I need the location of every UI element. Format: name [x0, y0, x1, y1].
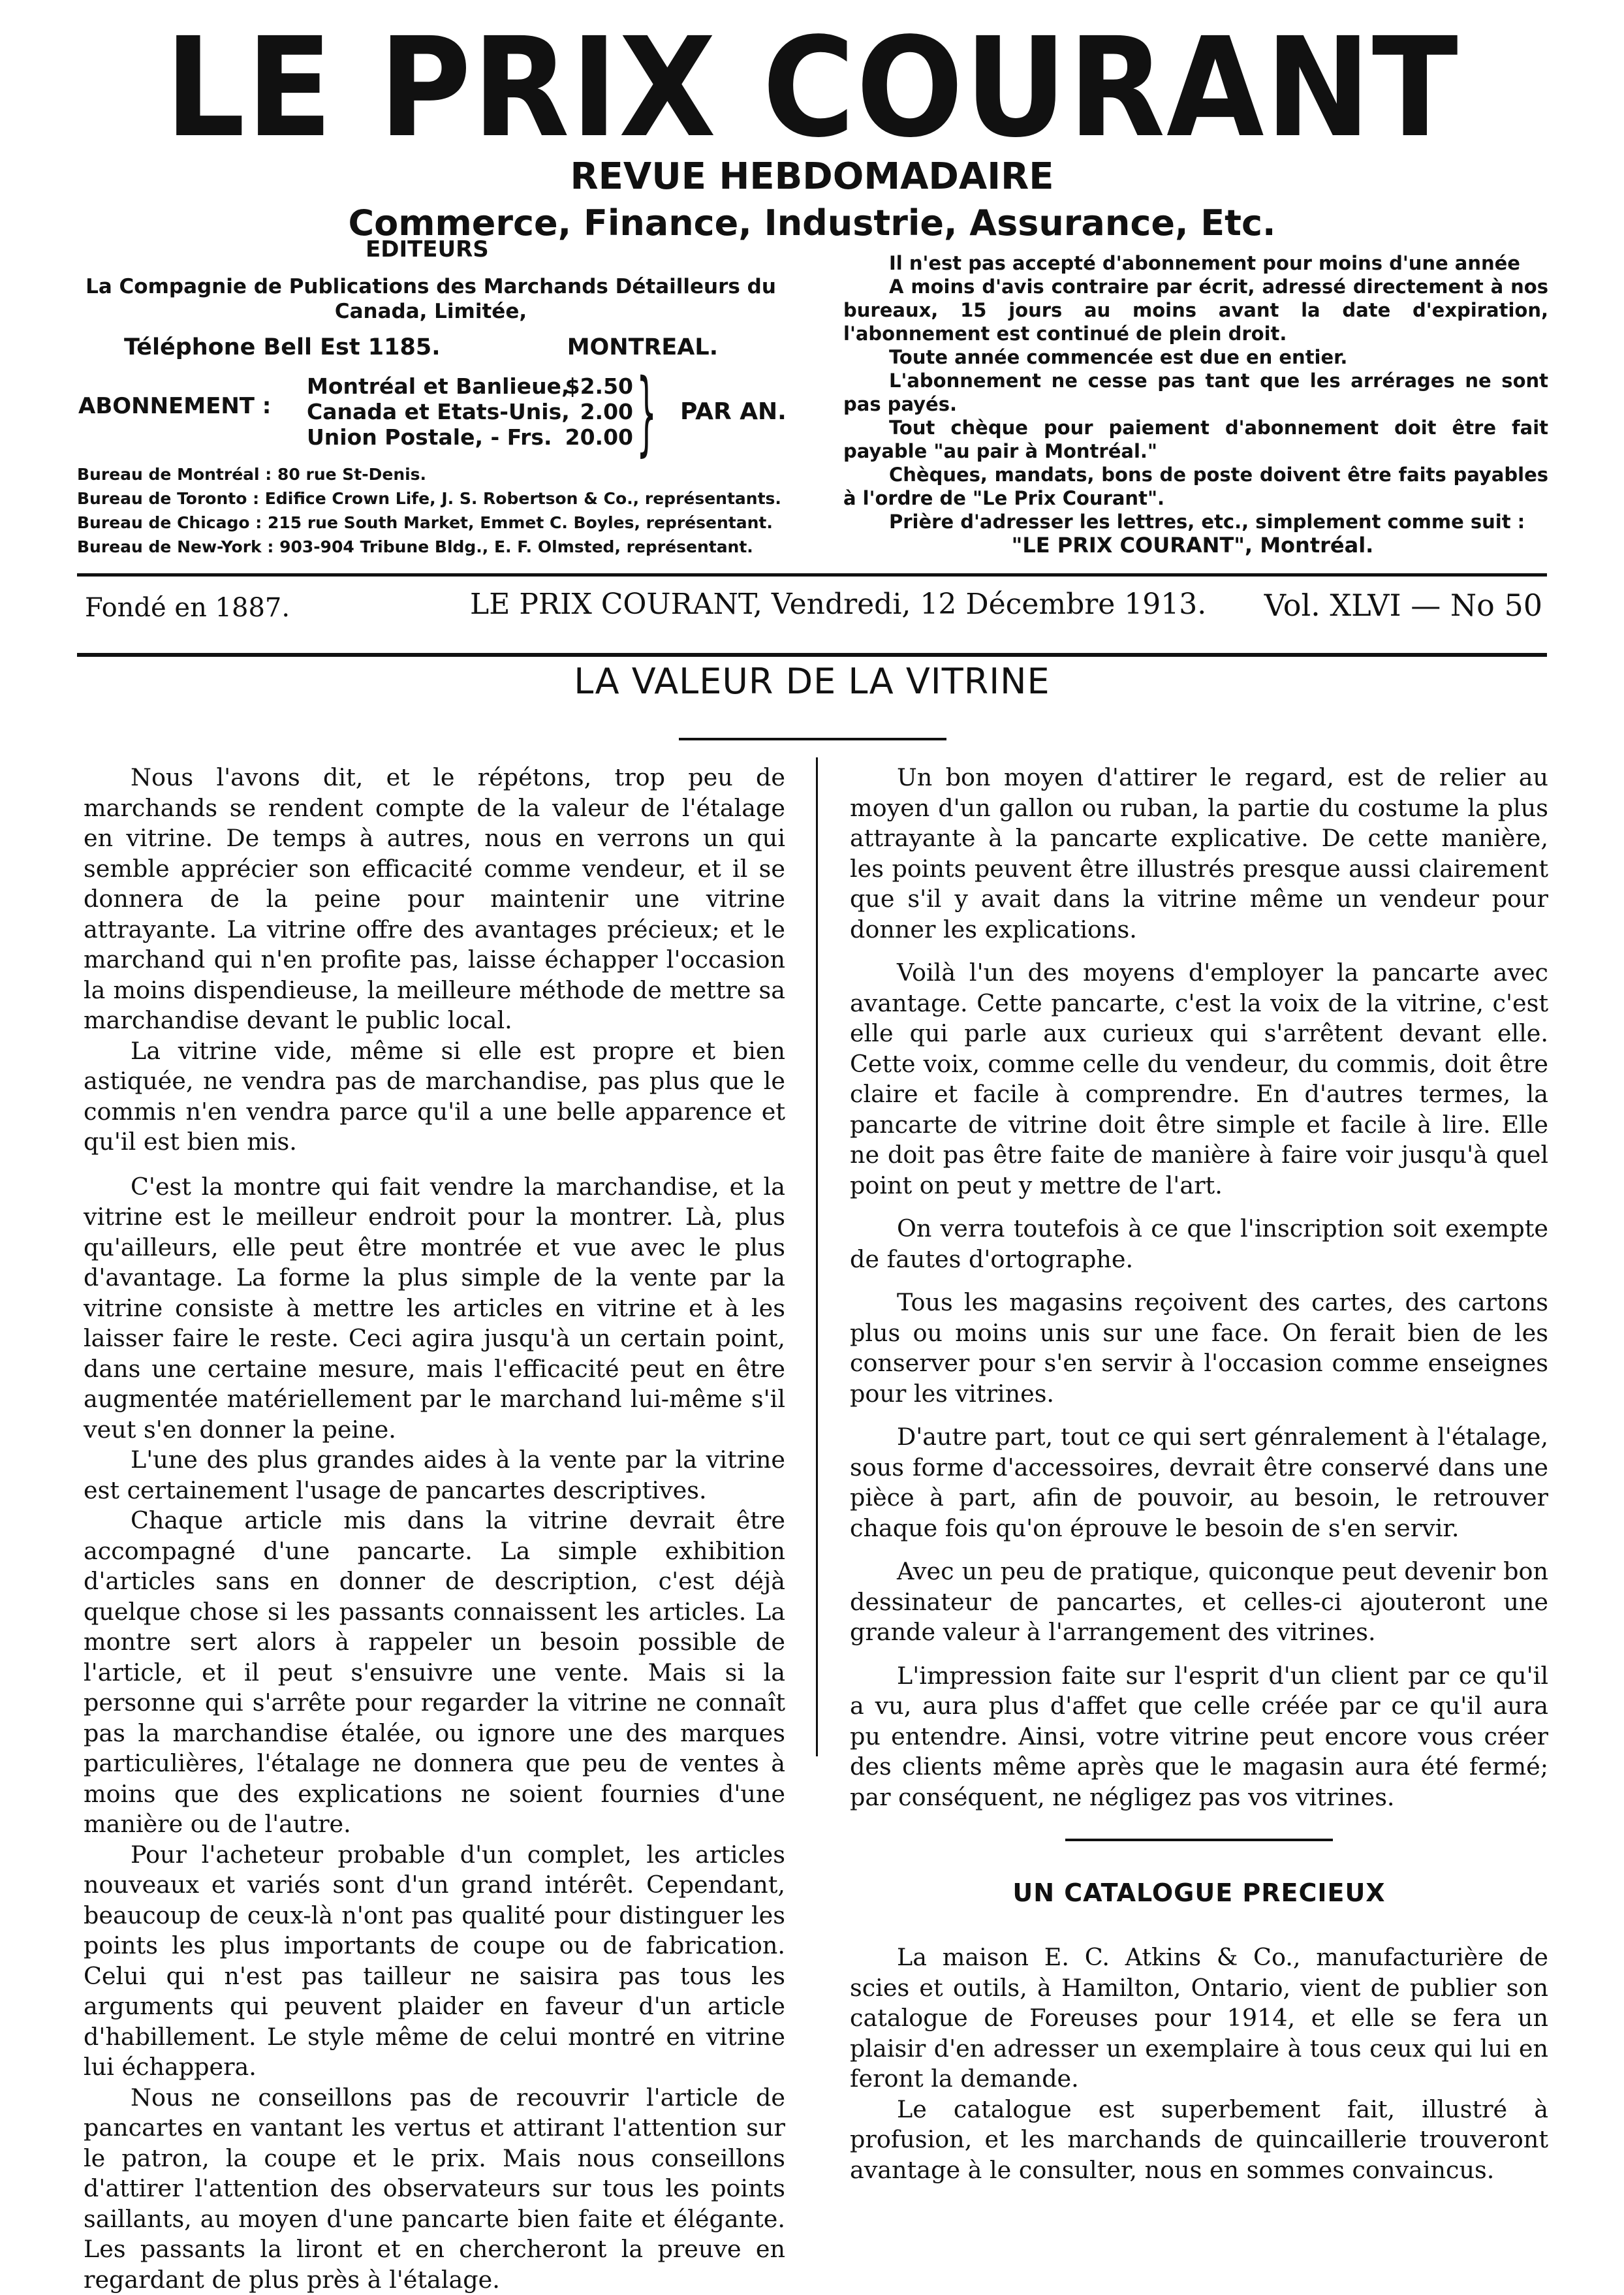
article-paragraph: La vitrine vide, même si elle est propre et bien astiquée, ne vendra pas de marchandise, pas plus que le commis n'en vendra parce qu'il a une belle apparence et qu'il est bien mis. — [84, 1036, 785, 1158]
bureau-item: Bureau de Montréal : 80 rue St-Denis. — [77, 462, 795, 486]
publisher-company: La Compagnie de Publications des Marchands Détailleurs du Canada, Limitée, — [78, 274, 783, 324]
subscription-period: PAR AN. — [680, 398, 787, 425]
column-divider — [816, 757, 818, 1756]
bureau-item: Bureau de Chicago : 215 rue South Market, Emmet C. Boyles, représentant. — [77, 511, 795, 535]
rate-price: $2.50 — [565, 373, 633, 399]
masthead-subtitle: REVUE HEBDOMADAIRE — [0, 155, 1624, 198]
article-paragraph: On verra toutefois à ce que l'inscription soit exempte de fautes d'ortographe. — [850, 1214, 1548, 1274]
publisher-contact — [46, 334, 718, 360]
notice-address: "LE PRIX COURANT", Montréal. — [843, 533, 1542, 557]
notice-item: Il n'est pas accepté d'abonnement pour moins d'une année — [843, 251, 1548, 275]
founded-date: Fondé en 1887. — [85, 593, 290, 623]
rate-price: 2.00 — [580, 399, 633, 424]
subscription-rates — [307, 373, 633, 450]
article-paragraph: L'une des plus grandes aides à la vente par la vitrine est certainement l'usage de pancartes descriptives. — [84, 1445, 785, 1506]
rate-row — [307, 424, 633, 450]
article-paragraph: Un bon moyen d'attirer le regard, est de relier au moyen d'un gallon ou ruban, la partie du costume la plus attrayante à la pancarte explicative. De cette manière, les points peuvent être illustrés presque aussi clairement que s'il y avait dans la vitrine même un vendeur pour donner les explications. — [850, 763, 1548, 945]
rate-region: Union Postale, - Frs. — [307, 424, 552, 450]
article-title: LA VALEUR DE LA VITRINE — [0, 661, 1624, 702]
rate-region: Montréal et Banlieue, — [307, 373, 569, 399]
rates-brace: } — [636, 371, 657, 456]
notice-item: Tout chèque pour paiement d'abonnement doit être fait payable "au pair à Montréal." — [843, 416, 1548, 463]
rate-row — [307, 399, 633, 424]
article-paragraph: Pour l'acheteur probable d'un complet, les articles nouveaux et variés sont d'un grand intérêt. Cependant, beaucoup de ceux-là n'ont pas qualité pour distinguer les points les plus importants de coupe ou de fabrication. Celui qui n'est pas tailleur ne saisira pas tous les arguments qui peuvent plaider en faveur d'un article d'habillement. Le style même de celui montré en vitrine lui échappera. — [84, 1840, 785, 2083]
article-left-column — [84, 763, 785, 2295]
masthead-tagline: Commerce, Finance, Industrie, Assurance, Etc. — [0, 202, 1624, 244]
bureau-list — [77, 462, 795, 559]
dateline-rule — [77, 653, 1547, 657]
subscription-label: ABONNEMENT : — [78, 393, 271, 419]
notice-item: Toute année commencée est due en entier. — [843, 345, 1548, 369]
catalog-paragraph: La maison E. C. Atkins & Co., manufacturière de scies et outils, à Hamilton, Ontario, vient de publier son catalogue de Foreuses pour 1914, et elle se fera un plaisir d'en adresser un exemplaire à tous ceux qui lui en feront la demande. — [850, 1942, 1548, 2095]
article-right-column — [850, 763, 1548, 1812]
article-paragraph: Nous l'avons dit, et le répétons, trop peu de marchands se rendent compte de la valeur de l'étalage en vitrine. De temps à autres, nous en verrons un qui semble apprécier son efficacité comme vendeur, et il se donnera de la peine pour maintenir une vitrine attrayante. La vitrine offre des avantages précieux; et le marchand qui n'en profite pas, laisse échapper l'occasion la moins dispendieuse, la meilleure méthode de mettre sa marchandise devant le public local. — [84, 763, 785, 1036]
notice-item: A moins d'avis contraire par écrit, adressé directement à nos bureaux, 15 jours au moins avant la date d'expiration, l'abonnement est continué de plein droit. — [843, 275, 1548, 345]
title-underline — [679, 738, 946, 740]
section-rule — [1065, 1839, 1333, 1841]
notice-item: L'abonnement ne cesse pas tant que les arrérages ne sont pas payés. — [843, 369, 1548, 416]
bureau-item: Bureau de Toronto : Edifice Crown Life, J. S. Robertson & Co., représentants. — [77, 486, 795, 511]
article-paragraph: Nous ne conseillons pas de recouvrir l'article de pancartes en vantant les vertus et attirant l'attention sur le patron, la coupe et le prix. Mais nous conseillons d'attirer l'attention des observateurs sur tous les points saillants, au moyen d'une pancarte bien faite et élégante. Les passants la liront et en chercheront la preuve en regardant de plus près à l'étalage. — [84, 2083, 785, 2295]
subscription-notices — [843, 251, 1548, 557]
bureau-item: Bureau de New-York : 903-904 Tribune Bldg., E. F. Olmsted, représentant. — [77, 535, 795, 559]
masthead-title: LE PRIX COURANT — [65, 13, 1559, 163]
volume-number: Vol. XLVI — No 50 — [1264, 588, 1542, 623]
article-paragraph: Voilà l'un des moyens d'employer la pancarte avec avantage. Cette pancarte, c'est la voix de la vitrine, c'est elle qui parle aux curieux qui s'arrêtent devant elle. Cette voix, comme celle du vendeur, du commis, doit être claire et facile à comprendre. En d'autres termes, la pancarte de vitrine doit être simple et facile à lire. Elle ne doit pas être faite de manière à faire voir jusqu'à quel point on peut y mettre de l'art. — [850, 958, 1548, 1201]
notice-item: Chèques, mandats, bons de poste doivent être faits payables à l'ordre de "Le Prix Courant". — [843, 463, 1548, 510]
article-paragraph: Avec un peu de pratique, quiconque peut devenir bon dessinateur de pancartes, et celles-ci ajouteront une grande valeur à l'arrangement des vitrines. — [850, 1557, 1548, 1648]
catalog-article — [850, 1942, 1548, 2185]
article-paragraph: C'est la montre qui fait vendre la marchandise, et la vitrine est le meilleur endroit pour la montrer. Là, plus qu'ailleurs, elle peut être montrée et vue avec le plus d'avantage. La forme la plus simple de la vente par la vitrine consiste à mettre les articles en vitrine et à les laisser faire le reste. Ceci agira jusqu'à un certain point, dans une certaine mesure, mais l'efficacité peut en être augmentée matériellement par le marchand lui-même s'il veut s'en donner la peine. — [84, 1172, 785, 1446]
publisher-phone: Téléphone Bell Est 1185. — [124, 334, 441, 360]
article-paragraph: Chaque article mis dans la vitrine devrait être accompagné d'une pancarte. La simple exhibition d'articles sans en donner de description, c'est déjà quelque chose si les passants connaissent les articles. La montre sert alors à rappeler un besoin possible de l'article, et il peut s'ensuivre une vente. Mais si la personne qui s'arrête pour regarder la vitrine ne connaît pas la marchandise étalée, ou ignore une des marques particulières, l'étalage ne donnera que peu de ventes à moins que des explications ne soient fournies d'une manière ou de l'autre. — [84, 1506, 785, 1840]
issue-date: LE PRIX COURANT, Vendredi, 12 Décembre 1913. — [470, 588, 1206, 621]
article-paragraph: L'impression faite sur l'esprit d'un client par ce qu'il a vu, aura plus d'affet que celle créée par ce qu'il aura pu entendre. Ainsi, votre vitrine peut encore vous créer des clients même après que le magasin aura été fermé; par conséquent, ne négligez pas vos vitrines. — [850, 1661, 1548, 1813]
article-paragraph: Tous les magasins reçoivent des cartes, des cartons plus ou moins unis sur une face. On ferait bien de les conserver pour s'en servir à l'occasion comme enseignes pour les vitrines. — [850, 1288, 1548, 1409]
publisher-label: EDITEURS — [366, 236, 489, 262]
catalog-title: UN CATALOGUE PRECIEUX — [850, 1878, 1548, 1907]
header-rule — [77, 573, 1547, 577]
rate-row — [307, 373, 633, 399]
article-paragraph: D'autre part, tout ce qui sert génralement à l'étalage, sous forme d'accessoires, devrait être conservé dans une pièce à part, afin de pouvoir, au besoin, le retrouver chaque fois qu'on éprouve le besoin de s'en servir. — [850, 1422, 1548, 1543]
publisher-block — [78, 274, 783, 324]
notice-item: Prière d'adresser les lettres, etc., simplement comme suit : — [843, 510, 1548, 533]
catalog-paragraph: Le catalogue est superbement fait, illustré à profusion, et les marchands de quincaillerie trouveront avantage à le consulter, nous en sommes convaincus. — [850, 2095, 1548, 2186]
rate-region: Canada et Etats-Unis, — [307, 399, 570, 424]
rate-price: 20.00 — [565, 424, 633, 450]
publisher-city: MONTREAL. — [567, 334, 718, 360]
